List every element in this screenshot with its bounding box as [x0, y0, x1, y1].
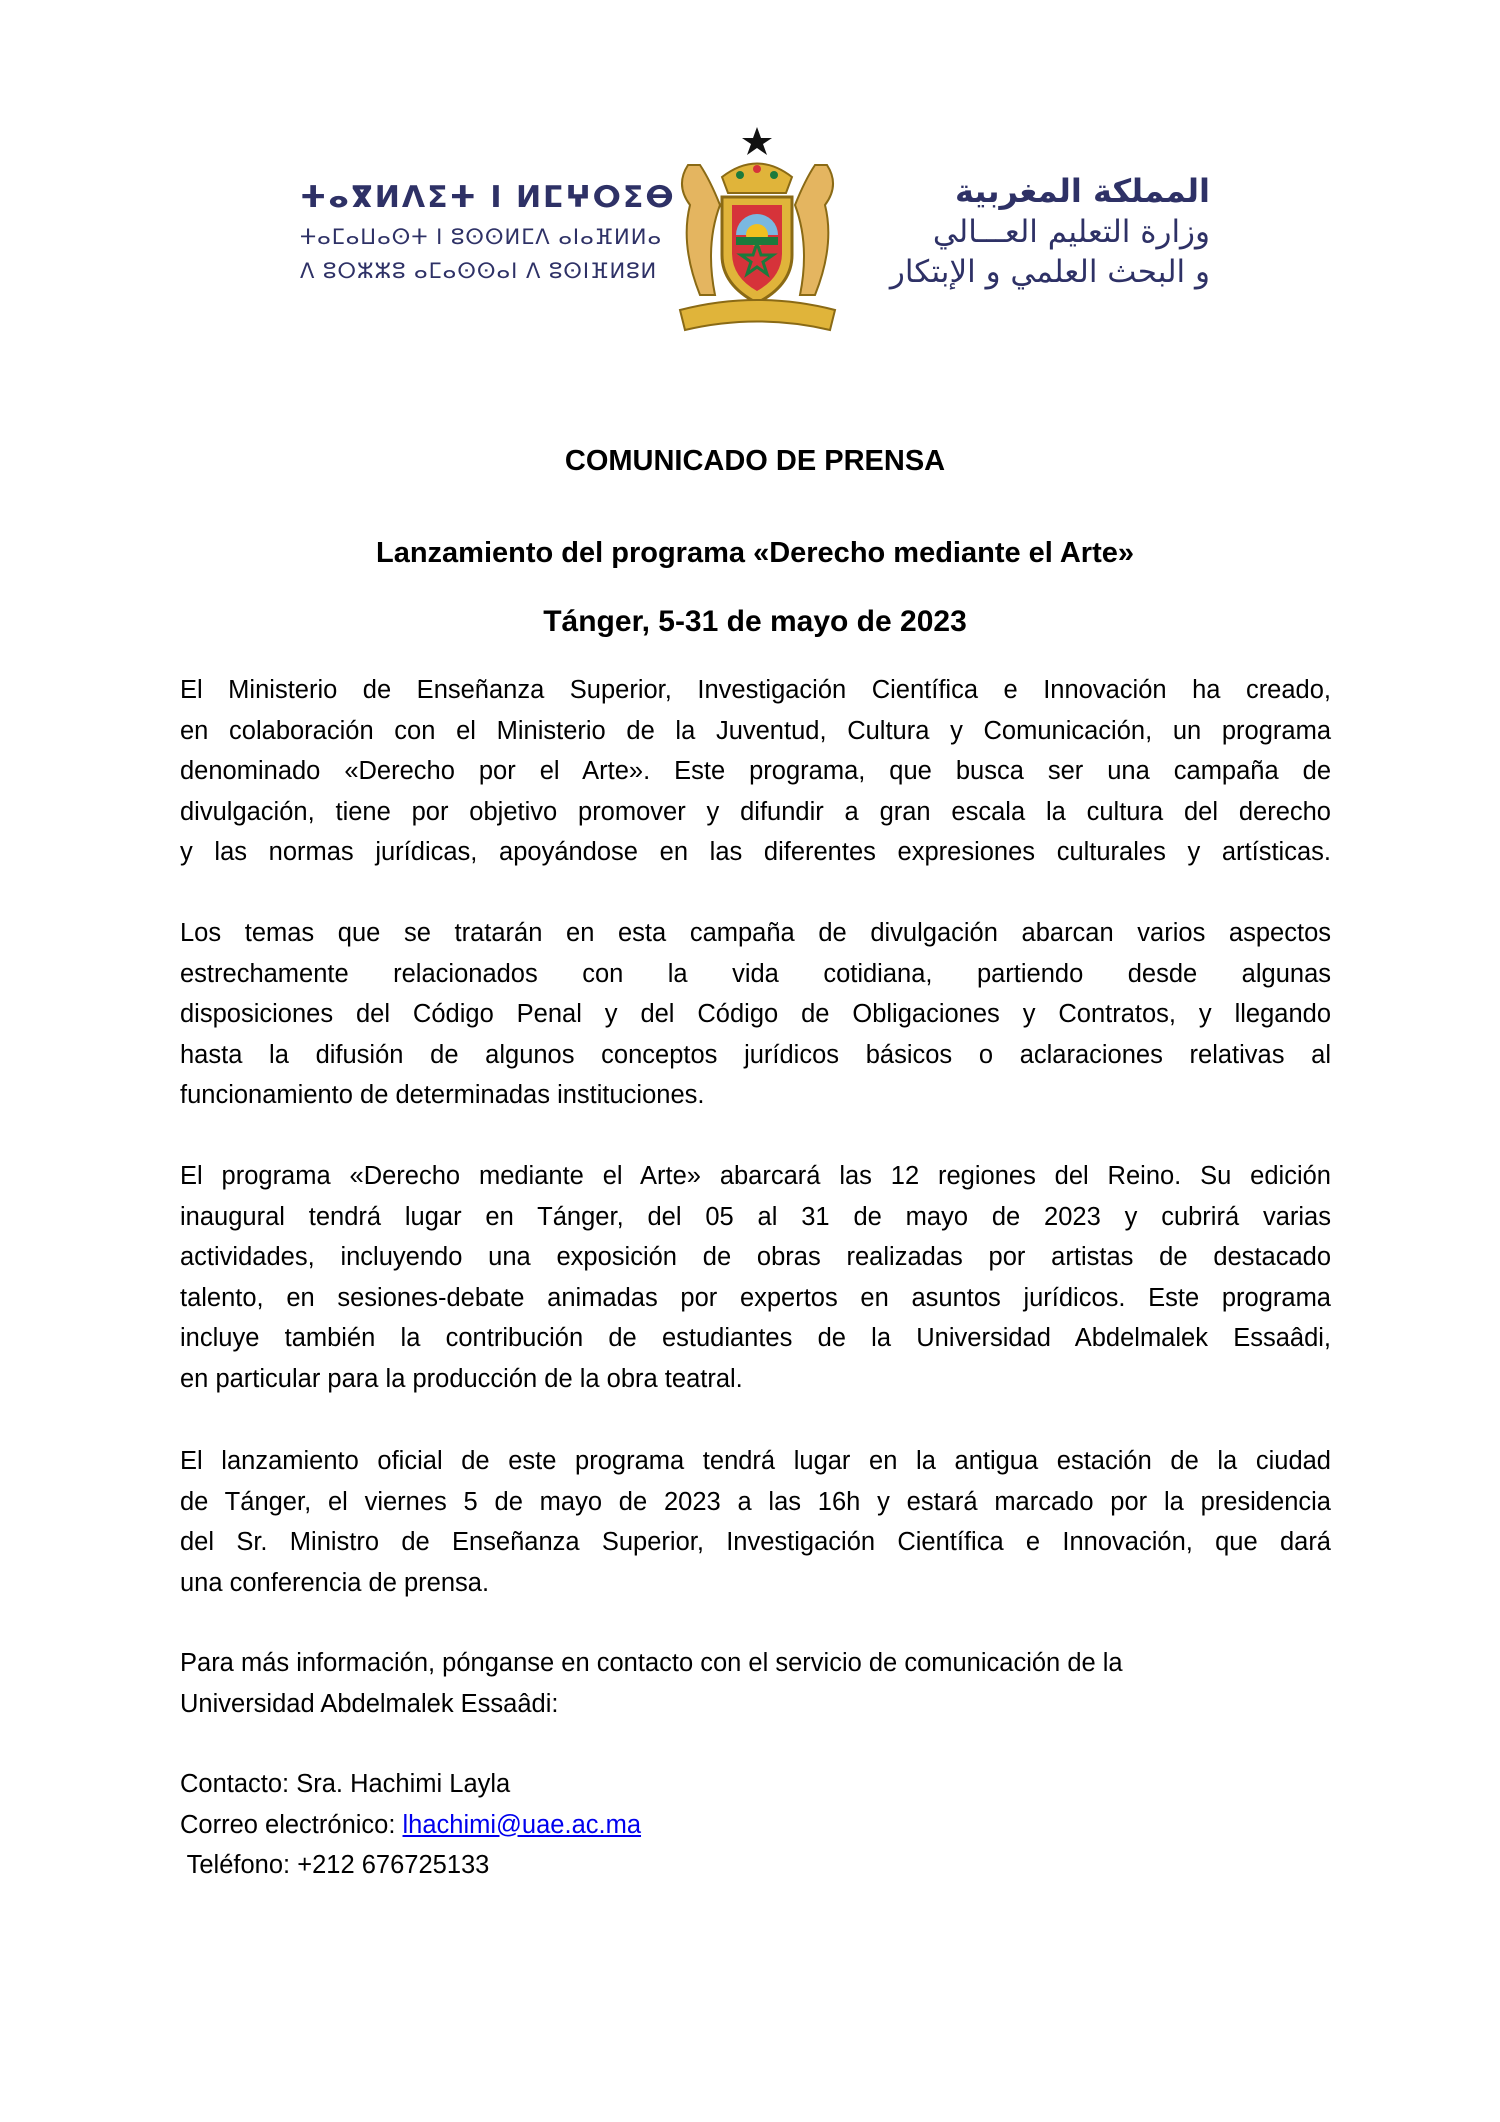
paragraph-line: en particular para la producción de la obra teatral.: [180, 1364, 743, 1393]
paragraph-line: del Sr. Ministro de Enseñanza Superior, Investigación Científica e Innovación, que dará: [180, 1528, 1331, 1556]
email-link[interactable]: lhachimi@uae.ac.ma: [402, 1810, 642, 1839]
contact-phone: Teléfono: +212 676725133: [180, 1851, 490, 1879]
email-label: Correo electrónico:: [180, 1810, 403, 1839]
document-title: COMUNICADO DE PRENSA: [564, 445, 946, 477]
paragraph-line: y las normas jurídicas, apoyándose en las diferentes expresiones culturales y artísticas.: [180, 838, 1331, 866]
moroccan-coat-of-arms-icon: [660, 125, 855, 335]
contact-block: [180, 1764, 1331, 1886]
paragraph-line: en colaboración con el Ministerio de la Juventud, Cultura y Comunicación, un programa: [180, 716, 1331, 745]
paragraph-line: estrechamente relacionados con la vida cotidiana, partiendo desde algunas: [180, 959, 1331, 988]
arabic-line: و البحث العلمي و الإبتكار: [889, 254, 1210, 290]
arabic-line: المملكة المغربية: [955, 172, 1210, 210]
paragraph-line: divulgación, tiene por objetivo promover y difundir a gran escala la cultura del derecho: [180, 797, 1331, 826]
paragraph-line: de Tánger, el viernes 5 de mayo de 2023 a las 16h y estará marcado por la presidencia: [180, 1487, 1331, 1516]
paragraph-line: actividades, incluyendo una exposición de obras realizadas por artistas de destacado: [180, 1243, 1331, 1271]
paragraph-line: El lanzamiento oficial de este programa tendrá lugar en la antigua estación de la ciudad: [180, 1447, 1331, 1475]
paragraph-line: El programa «Derecho mediante el Arte» abarcará las 12 regiones del Reino. Su edición: [180, 1162, 1331, 1190]
paragraph-2: [180, 913, 1331, 1116]
contact-name: Contacto: Sra. Hachimi Layla: [180, 1770, 511, 1798]
tifinagh-line: ⵜⴰⵎⴰⵡⴰⵙⵜ ⵏ ⵓⵙⵙⵍⵎⴷ ⴰⵏⴰⴼⵍⵍⴰ: [300, 225, 663, 249]
contact-email-line: [180, 1805, 1331, 1846]
paragraph-line: funcionamiento de determinadas instituciones.: [180, 1081, 705, 1109]
arabic-ministry-name: [875, 172, 1210, 290]
paragraph-3: [180, 1156, 1331, 1399]
paragraph-line: incluye también la contribución de estudiantes de la Universidad Abdelmalek Essaâdi,: [180, 1324, 1331, 1352]
paragraph-5: [180, 1643, 1331, 1724]
paragraph-line: talento, en sesiones-debate animadas por expertos en asuntos jurídicos. Este programa: [180, 1283, 1331, 1312]
paragraph-line: hasta la difusión de algunos conceptos jurídicos básicos o aclaraciones relativas al: [180, 1040, 1331, 1069]
paragraph-1: [180, 670, 1331, 873]
paragraph-line: El Ministerio de Enseñanza Superior, Investigación Científica e Innovación ha creado,: [180, 676, 1331, 704]
paragraph-line: Para más información, pónganse en contacto con el servicio de comunicación de la: [180, 1649, 1123, 1677]
document-subtitle: Lanzamiento del programa «Derecho mediante el Arte»: [376, 537, 1134, 569]
tifinagh-ministry-name: [300, 180, 676, 283]
paragraph-line: disposiciones del Código Penal y del Código de Obligaciones y Contratos, y llegando: [180, 1000, 1331, 1028]
paragraph-line: Los temas que se tratarán en esta campaña de divulgación abarcan varios aspectos: [180, 919, 1331, 947]
tifinagh-line: ⴷ ⵓⵔⵣⵣⵓ ⴰⵎⴰⵙⵙⴰⵏ ⴷ ⵓⵙⵏⴼⵍⵓⵍ: [300, 259, 658, 283]
paragraph-line: inaugural tendrá lugar en Tánger, del 05 al 31 de mayo de 2023 y cubrirá varias: [180, 1202, 1331, 1231]
dateline: Tánger, 5-31 de mayo de 2023: [543, 605, 967, 638]
tifinagh-line: ⵜⴰⴳⵍⴷⵉⵜ ⵏ ⵍⵎⵖⵔⵉⴱ: [300, 180, 676, 215]
paragraph-line: Universidad Abdelmalek Essaâdi:: [180, 1689, 559, 1718]
paragraph-line: una conferencia de prensa.: [180, 1568, 490, 1597]
arabic-line: وزارة التعليم العـــالي: [932, 214, 1210, 250]
paragraph-line: denominado «Derecho por el Arte». Este programa, que busca ser una campaña de: [180, 757, 1331, 785]
paragraph-4: [180, 1441, 1331, 1603]
